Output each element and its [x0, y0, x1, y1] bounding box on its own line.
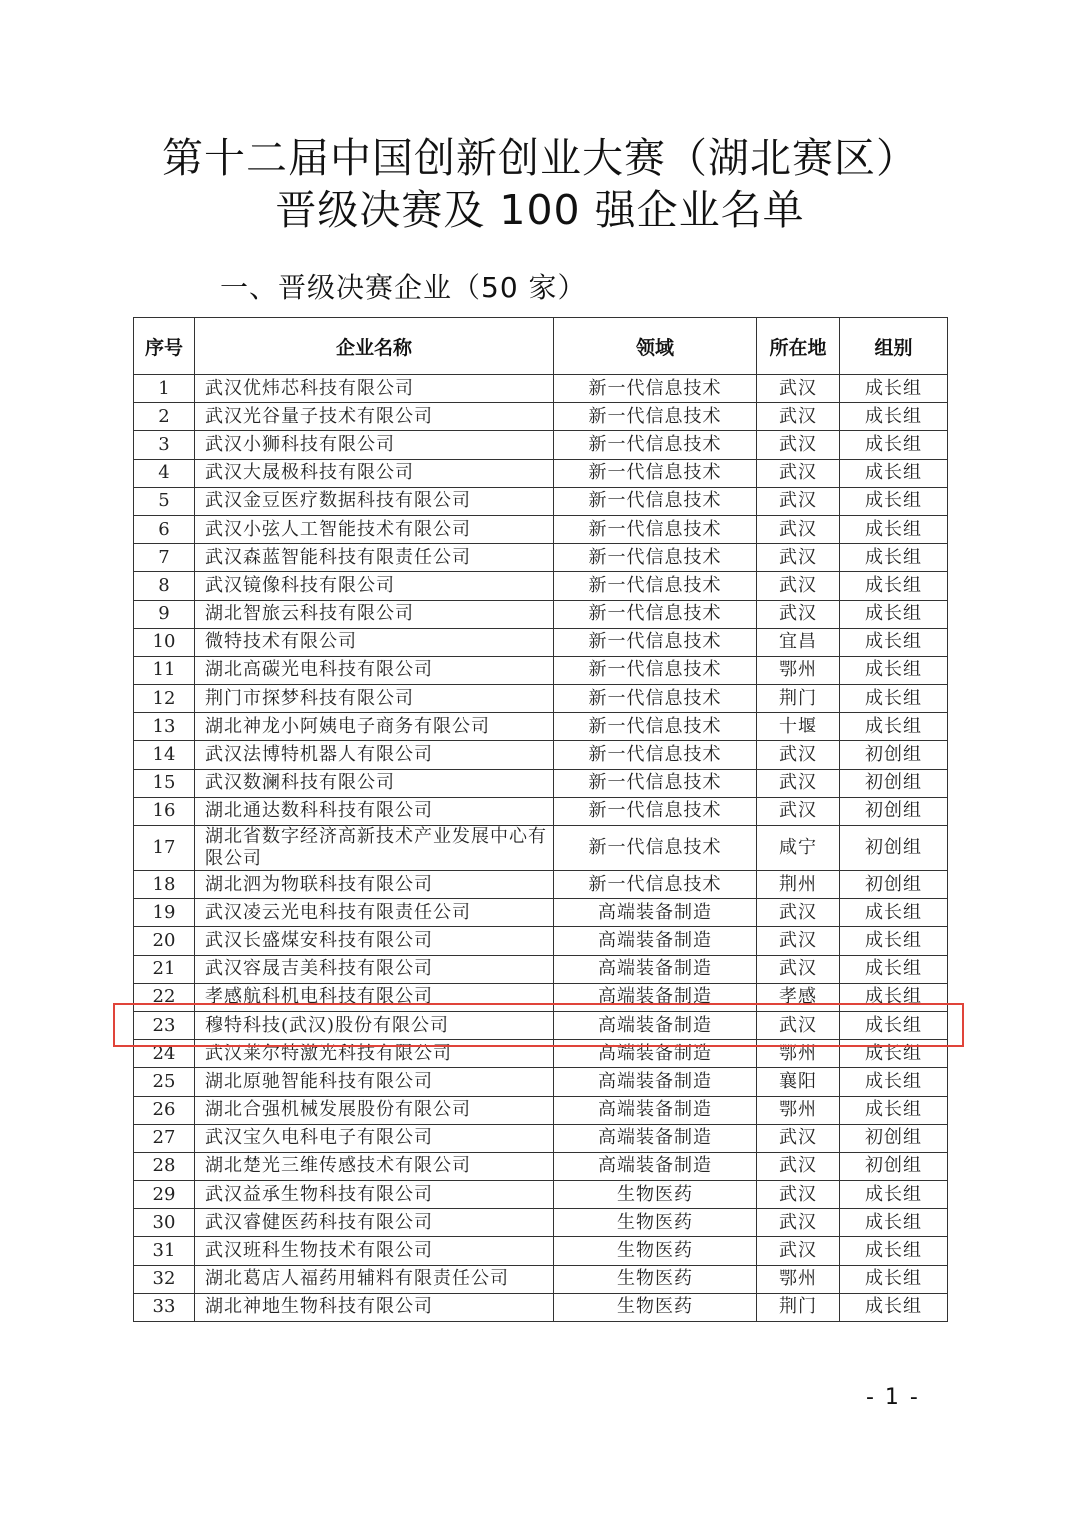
cell-field: 生物医药	[554, 1209, 757, 1237]
cell-group: 成长组	[840, 600, 948, 628]
cell-no: 19	[134, 899, 195, 927]
cell-group: 成长组	[840, 403, 948, 431]
table-row	[134, 826, 948, 871]
cell-location: 武汉	[757, 572, 840, 600]
cell-no: 24	[134, 1040, 195, 1068]
cell-group: 成长组	[840, 572, 948, 600]
cell-field: 高端装备制造	[554, 983, 757, 1011]
cell-group: 成长组	[840, 1265, 948, 1293]
cell-group: 成长组	[840, 1096, 948, 1124]
table-row	[134, 544, 948, 572]
cell-location: 鄂州	[757, 656, 840, 684]
cell-name: 武汉小弦人工智能技术有限公司	[195, 515, 554, 543]
page-number: - 1 -	[866, 1385, 920, 1410]
table-row	[134, 403, 948, 431]
cell-name: 武汉益承生物科技有限公司	[195, 1181, 554, 1209]
cell-location: 武汉	[757, 1124, 840, 1152]
cell-field: 新一代信息技术	[554, 403, 757, 431]
table-row	[134, 375, 948, 403]
table-row	[134, 769, 948, 797]
cell-location: 武汉	[757, 1181, 840, 1209]
cell-field: 新一代信息技术	[554, 871, 757, 899]
cell-name: 武汉凌云光电科技有限责任公司	[195, 899, 554, 927]
table-row	[134, 656, 948, 684]
cell-group: 成长组	[840, 1068, 948, 1096]
cell-location: 武汉	[757, 927, 840, 955]
table-row	[134, 983, 948, 1011]
cell-field: 高端装备制造	[554, 1040, 757, 1068]
cell-location: 武汉	[757, 459, 840, 487]
table-row	[134, 871, 948, 899]
cell-group: 初创组	[840, 871, 948, 899]
cell-group: 成长组	[840, 375, 948, 403]
cell-name: 武汉镜像科技有限公司	[195, 572, 554, 600]
cell-no: 2	[134, 403, 195, 431]
cell-location: 鄂州	[757, 1096, 840, 1124]
cell-no: 22	[134, 983, 195, 1011]
cell-no: 27	[134, 1124, 195, 1152]
cell-name: 湖北合强机械发展股份有限公司	[195, 1096, 554, 1124]
cell-field: 新一代信息技术	[554, 487, 757, 515]
cell-location: 襄阳	[757, 1068, 840, 1096]
cell-field: 生物医药	[554, 1181, 757, 1209]
cell-name: 湖北通达数科科技有限公司	[195, 797, 554, 825]
cell-field: 高端装备制造	[554, 1011, 757, 1039]
cell-group: 初创组	[840, 741, 948, 769]
cell-name: 湖北神龙小阿姨电子商务有限公司	[195, 713, 554, 741]
cell-field: 新一代信息技术	[554, 515, 757, 543]
cell-name: 武汉优炜芯科技有限公司	[195, 375, 554, 403]
cell-location: 宜昌	[757, 628, 840, 656]
cell-location: 鄂州	[757, 1040, 840, 1068]
cell-no: 28	[134, 1152, 195, 1180]
table-row	[134, 797, 948, 825]
cell-group: 成长组	[840, 1040, 948, 1068]
cell-no: 18	[134, 871, 195, 899]
cell-group: 成长组	[840, 515, 948, 543]
cell-field: 高端装备制造	[554, 1068, 757, 1096]
cell-group: 初创组	[840, 769, 948, 797]
cell-name: 湖北智旅云科技有限公司	[195, 600, 554, 628]
cell-group: 成长组	[840, 544, 948, 572]
table-row	[134, 515, 948, 543]
header-name: 企业名称	[195, 318, 554, 375]
cell-no: 13	[134, 713, 195, 741]
cell-no: 26	[134, 1096, 195, 1124]
cell-field: 高端装备制造	[554, 899, 757, 927]
cell-no: 8	[134, 572, 195, 600]
cell-name: 武汉容晟吉美科技有限公司	[195, 955, 554, 983]
header-no: 序号	[134, 318, 195, 375]
cell-name: 武汉数澜科技有限公司	[195, 769, 554, 797]
cell-no: 21	[134, 955, 195, 983]
cell-no: 25	[134, 1068, 195, 1096]
cell-name: 武汉小狮科技有限公司	[195, 431, 554, 459]
cell-no: 3	[134, 431, 195, 459]
document-title-line1: 第十二届中国创新创业大赛（湖北赛区）	[162, 134, 918, 182]
table-row	[134, 1096, 948, 1124]
cell-name: 武汉长盛煤安科技有限公司	[195, 927, 554, 955]
cell-name: 湖北葛店人福药用辅料有限责任公司	[195, 1265, 554, 1293]
table-row	[134, 927, 948, 955]
header-location: 所在地	[757, 318, 840, 375]
cell-field: 高端装备制造	[554, 1152, 757, 1180]
cell-location: 鄂州	[757, 1265, 840, 1293]
cell-location: 荆门	[757, 1293, 840, 1321]
cell-field: 新一代信息技术	[554, 459, 757, 487]
cell-name: 湖北原驰智能科技有限公司	[195, 1068, 554, 1096]
cell-no: 17	[134, 826, 195, 871]
cell-no: 33	[134, 1293, 195, 1321]
cell-field: 新一代信息技术	[554, 769, 757, 797]
cell-field: 新一代信息技术	[554, 685, 757, 713]
header-group: 组别	[840, 318, 948, 375]
cell-group: 成长组	[840, 899, 948, 927]
cell-no: 23	[134, 1011, 195, 1039]
cell-group: 初创组	[840, 1124, 948, 1152]
cell-no: 14	[134, 741, 195, 769]
table-row	[134, 1011, 948, 1039]
table-row	[134, 1124, 948, 1152]
table-row	[134, 628, 948, 656]
cell-field: 高端装备制造	[554, 1096, 757, 1124]
cell-field: 高端装备制造	[554, 955, 757, 983]
cell-name: 武汉宝久电科电子有限公司	[195, 1124, 554, 1152]
cell-no: 9	[134, 600, 195, 628]
cell-name: 湖北高碳光电科技有限公司	[195, 656, 554, 684]
cell-location: 武汉	[757, 769, 840, 797]
cell-field: 新一代信息技术	[554, 572, 757, 600]
cell-field: 新一代信息技术	[554, 656, 757, 684]
cell-group: 成长组	[840, 927, 948, 955]
cell-field: 新一代信息技术	[554, 826, 757, 871]
table-header-row	[134, 318, 948, 375]
cell-field: 新一代信息技术	[554, 375, 757, 403]
cell-name: 武汉大晟极科技有限公司	[195, 459, 554, 487]
cell-group: 成长组	[840, 1237, 948, 1265]
table-body	[134, 375, 948, 1322]
table-row	[134, 1068, 948, 1096]
cell-no: 20	[134, 927, 195, 955]
cell-location: 武汉	[757, 899, 840, 927]
cell-field: 新一代信息技术	[554, 600, 757, 628]
cell-field: 新一代信息技术	[554, 628, 757, 656]
cell-group: 成长组	[840, 459, 948, 487]
cell-group: 成长组	[840, 955, 948, 983]
table-row	[134, 713, 948, 741]
cell-name: 武汉金豆医疗数据科技有限公司	[195, 487, 554, 515]
cell-name: 湖北泗为物联科技有限公司	[195, 871, 554, 899]
cell-no: 15	[134, 769, 195, 797]
cell-group: 初创组	[840, 797, 948, 825]
cell-location: 武汉	[757, 403, 840, 431]
cell-field: 新一代信息技术	[554, 741, 757, 769]
table-row	[134, 685, 948, 713]
table-row	[134, 1181, 948, 1209]
cell-group: 成长组	[840, 713, 948, 741]
cell-no: 30	[134, 1209, 195, 1237]
cell-name: 荆门市探梦科技有限公司	[195, 685, 554, 713]
document-title-line2: 晋级决赛及 100 强企业名单	[275, 186, 805, 234]
cell-location: 武汉	[757, 544, 840, 572]
table-row	[134, 1237, 948, 1265]
cell-name: 武汉班科生物技术有限公司	[195, 1237, 554, 1265]
cell-no: 29	[134, 1181, 195, 1209]
cell-no: 6	[134, 515, 195, 543]
cell-field: 高端装备制造	[554, 1124, 757, 1152]
cell-field: 生物医药	[554, 1265, 757, 1293]
cell-group: 成长组	[840, 656, 948, 684]
cell-location: 武汉	[757, 1209, 840, 1237]
table-row	[134, 487, 948, 515]
table-row	[134, 572, 948, 600]
table-row	[134, 899, 948, 927]
cell-location: 武汉	[757, 955, 840, 983]
header-field: 领域	[554, 318, 757, 375]
table-row	[134, 600, 948, 628]
cell-name: 湖北楚光三维传感技术有限公司	[195, 1152, 554, 1180]
cell-location: 武汉	[757, 375, 840, 403]
cell-location: 武汉	[757, 797, 840, 825]
cell-field: 生物医药	[554, 1237, 757, 1265]
cell-location: 武汉	[757, 1152, 840, 1180]
cell-name: 武汉睿健医药科技有限公司	[195, 1209, 554, 1237]
cell-location: 咸宁	[757, 826, 840, 871]
cell-no: 5	[134, 487, 195, 515]
cell-no: 31	[134, 1237, 195, 1265]
cell-group: 成长组	[840, 1011, 948, 1039]
cell-field: 新一代信息技术	[554, 431, 757, 459]
cell-location: 武汉	[757, 741, 840, 769]
cell-group: 成长组	[840, 1293, 948, 1321]
cell-group: 初创组	[840, 826, 948, 871]
cell-name: 湖北省数字经济高新技术产业发展中心有限公司	[195, 826, 554, 871]
cell-location: 武汉	[757, 487, 840, 515]
table-row	[134, 1152, 948, 1180]
cell-location: 武汉	[757, 1011, 840, 1039]
cell-location: 武汉	[757, 600, 840, 628]
cell-field: 新一代信息技术	[554, 544, 757, 572]
table-row	[134, 1265, 948, 1293]
cell-no: 11	[134, 656, 195, 684]
table-row	[134, 1293, 948, 1321]
cell-group: 初创组	[840, 1152, 948, 1180]
cell-name: 武汉莱尔特激光科技有限公司	[195, 1040, 554, 1068]
cell-location: 武汉	[757, 515, 840, 543]
cell-group: 成长组	[840, 431, 948, 459]
cell-group: 成长组	[840, 1181, 948, 1209]
cell-name: 武汉森蓝智能科技有限责任公司	[195, 544, 554, 572]
cell-name: 湖北神地生物科技有限公司	[195, 1293, 554, 1321]
cell-no: 10	[134, 628, 195, 656]
cell-no: 16	[134, 797, 195, 825]
cell-name: 微特技术有限公司	[195, 628, 554, 656]
cell-location: 武汉	[757, 1237, 840, 1265]
cell-name: 武汉法博特机器人有限公司	[195, 741, 554, 769]
cell-field: 生物医药	[554, 1293, 757, 1321]
table-row	[134, 955, 948, 983]
section-heading: 一、晋级决赛企业（50 家）	[220, 271, 587, 304]
cell-no: 1	[134, 375, 195, 403]
cell-field: 新一代信息技术	[554, 713, 757, 741]
company-table	[133, 317, 948, 1322]
table-row	[134, 741, 948, 769]
table-row	[134, 431, 948, 459]
cell-group: 成长组	[840, 685, 948, 713]
cell-group: 成长组	[840, 1209, 948, 1237]
cell-no: 4	[134, 459, 195, 487]
cell-location: 十堰	[757, 713, 840, 741]
cell-field: 高端装备制造	[554, 927, 757, 955]
cell-no: 12	[134, 685, 195, 713]
table-row	[134, 459, 948, 487]
cell-location: 武汉	[757, 431, 840, 459]
cell-group: 成长组	[840, 983, 948, 1011]
cell-location: 孝感	[757, 983, 840, 1011]
cell-name: 穆特科技(武汉)股份有限公司	[195, 1011, 554, 1039]
cell-location: 荆门	[757, 685, 840, 713]
cell-name: 武汉光谷量子技术有限公司	[195, 403, 554, 431]
cell-location: 荆州	[757, 871, 840, 899]
cell-group: 成长组	[840, 487, 948, 515]
table-row	[134, 1209, 948, 1237]
table-row	[134, 1040, 948, 1068]
cell-no: 7	[134, 544, 195, 572]
cell-no: 32	[134, 1265, 195, 1293]
cell-name: 孝感航科机电科技有限公司	[195, 983, 554, 1011]
cell-field: 新一代信息技术	[554, 797, 757, 825]
cell-group: 成长组	[840, 628, 948, 656]
